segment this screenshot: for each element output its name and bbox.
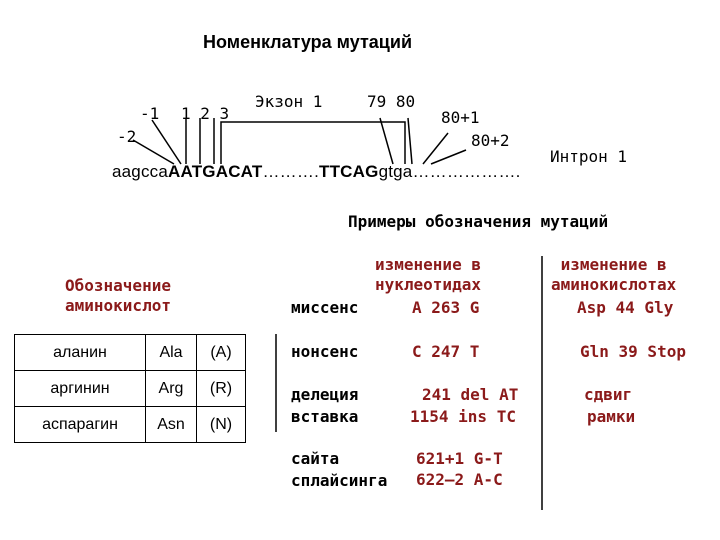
amino-acid-heading-line1: Обозначение — [65, 276, 171, 295]
frameshift-label — [584, 384, 635, 428]
splice-nucleotide — [416, 448, 503, 470]
splice-label-line1: сайта — [291, 449, 340, 468]
amino-acid-code1: (N) — [197, 407, 246, 443]
deletion-label: делеция — [291, 385, 359, 404]
splice-nucleotide-line2: 622–2 A-C — [416, 470, 503, 489]
nucleotide-header-line2: нуклеотидах — [375, 275, 481, 294]
amino-acid-heading-line2: аминокислот — [65, 296, 171, 315]
missense-label: миссенс — [291, 298, 359, 317]
sequence-exon-start: AATGACAT — [168, 162, 263, 181]
sequence-dots-exon: ………. — [262, 162, 320, 181]
frameshift-line2: рамки — [587, 407, 636, 426]
pos-minus1-label: -1 — [140, 104, 160, 123]
amino-acid-name: аспарагин — [15, 407, 146, 443]
amino-acid-code3: Asn — [146, 407, 197, 443]
deletion-insertion-labels — [291, 384, 358, 428]
pos-80p1-label: 80+1 — [441, 108, 480, 127]
protein-header-line1: изменение в — [560, 255, 667, 274]
frameshift-line1: сдвиг — [584, 385, 633, 404]
nonsense-nucleotide: C 247 T — [412, 342, 480, 361]
missense-nucleotide: A 263 G — [412, 298, 480, 317]
page-title: Номенклатура мутаций — [203, 32, 413, 52]
nonsense-protein: Gln 39 Stop — [580, 342, 686, 361]
pos-80p2-label: 80+2 — [471, 131, 510, 150]
amino-acid-code3: Arg — [146, 371, 197, 407]
examples-title: Примеры обозначения мутаций — [348, 212, 609, 231]
sequence-exon-end: TTCAG — [319, 162, 379, 181]
missense-protein: Asp 44 Gly — [577, 298, 674, 317]
splice-nucleotide-line1: 621+1 G-T — [416, 449, 503, 468]
pos-79-80-label: 79 80 — [367, 92, 416, 111]
amino-acid-name: аланин — [15, 335, 146, 371]
nonsense-label: нонсенс — [291, 342, 359, 361]
nucleotide-column-header — [375, 255, 481, 295]
protein-column-header — [551, 255, 676, 295]
nucleotide-header-line1: изменение в — [375, 255, 481, 274]
splice-site-label — [291, 448, 387, 492]
splice-label-line2: сплайсинга — [291, 471, 388, 490]
protein-header-line2: аминокислотах — [551, 275, 677, 294]
insertion-nucleotide: 1154 ins TC — [410, 407, 516, 426]
deletion-insertion-values — [410, 384, 518, 428]
pos-123-label: 1 2 3 — [181, 104, 230, 123]
amino-acid-name: аргинин — [15, 371, 146, 407]
sequence-dots-intron: ………………. — [412, 162, 521, 181]
insertion-label: вставка — [291, 407, 359, 426]
intron-label: Интрон 1 — [550, 147, 628, 166]
sequence-intron: gtga — [378, 162, 413, 181]
amino-acid-code3: Ala — [146, 335, 197, 371]
pos-minus2-label: -2 — [117, 127, 137, 146]
sequence-upstream: aagcca — [112, 162, 169, 181]
exon-label: Экзон 1 — [255, 92, 323, 111]
deletion-nucleotide: 241 del AT — [422, 385, 519, 404]
amino-acid-code1: (A) — [197, 335, 246, 371]
amino-acid-code1: (R) — [197, 371, 246, 407]
